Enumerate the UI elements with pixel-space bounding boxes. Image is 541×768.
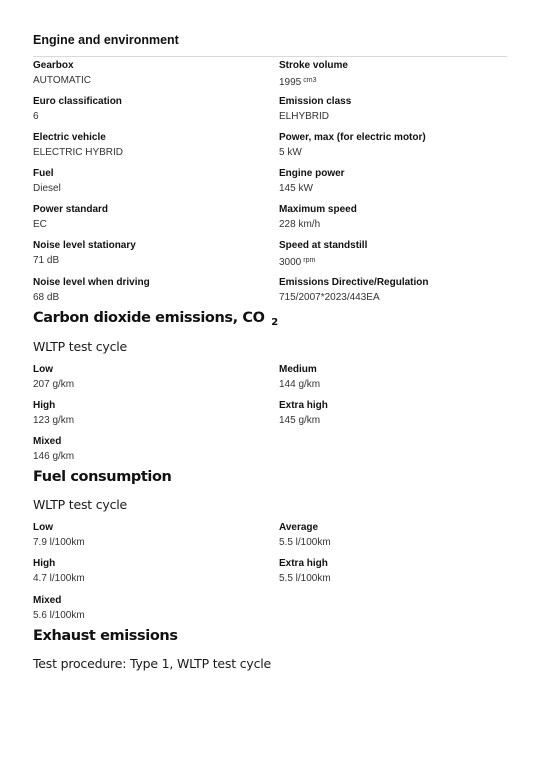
spec-value-number: 3000 [279, 257, 302, 268]
co2-mixed [33, 435, 261, 463]
spec-label: Low [33, 364, 53, 375]
spec-value: EC [33, 219, 47, 230]
spec-power-max-electric [279, 131, 507, 159]
fuel-low [33, 521, 261, 549]
spec-value: 7.9 l/100km [33, 537, 85, 548]
spec-power-standard [33, 203, 261, 231]
spec-fuel [33, 167, 261, 195]
co2-low [33, 363, 261, 391]
spec-value: 71 dB [33, 255, 60, 266]
spec-unit: rpm [303, 257, 316, 264]
fuel-mixed [33, 594, 261, 622]
spec-label: Gearbox [33, 60, 74, 71]
section-title-fuel: Fuel consumption [33, 469, 172, 485]
spec-value: 5.5 l/100km [279, 537, 331, 548]
spec-label: Electric vehicle [33, 132, 106, 143]
spec-noise-stationary [33, 239, 261, 267]
spec-stroke-volume [279, 59, 507, 89]
spec-value: 144 g/km [279, 379, 321, 390]
fuel-test-cycle: WLTP test cycle [33, 497, 128, 512]
spec-label: Average [279, 522, 319, 533]
spec-value: 207 g/km [33, 379, 75, 390]
spec-label: Power, max (for electric motor) [279, 132, 426, 143]
spec-speed-standstill [279, 239, 507, 269]
spec-label: Noise level stationary [33, 240, 136, 251]
spec-label: Emissions Directive/Regulation [279, 277, 429, 288]
section-title-text: Carbon dioxide emissions, CO [33, 310, 265, 326]
spec-unit: cm3 [303, 77, 317, 84]
fuel-extra-high [279, 557, 507, 585]
spec-label: Fuel [33, 168, 54, 179]
spec-label: Engine power [279, 168, 345, 179]
fuel-high [33, 557, 261, 585]
spec-value: 4.7 l/100km [33, 573, 85, 584]
spec-label: Extra high [279, 558, 328, 569]
spec-value: ELECTRIC HYBRID [33, 147, 124, 158]
spec-label: Stroke volume [279, 60, 348, 71]
exhaust-test-procedure: Test procedure: Type 1, WLTP test cycle [33, 656, 272, 671]
spec-value: 6 [33, 111, 39, 122]
spec-label: Euro classification [33, 96, 122, 107]
spec-value: 145 g/km [279, 415, 321, 426]
spec-value: 228 km/h [279, 219, 321, 230]
co2-medium [279, 363, 507, 391]
spec-value: 145 kW [279, 183, 313, 194]
spec-label: High [33, 558, 56, 569]
spec-euro-classification [33, 95, 261, 123]
spec-maximum-speed [279, 203, 507, 231]
spec-value [279, 254, 507, 269]
spec-label: Extra high [279, 400, 328, 411]
spec-label: Medium [279, 364, 317, 375]
co2-test-cycle: WLTP test cycle [33, 339, 128, 354]
spec-value-number: 1995 [279, 77, 302, 88]
spec-label: High [33, 400, 56, 411]
spec-label: Power standard [33, 204, 109, 215]
spec-label: Maximum speed [279, 204, 357, 215]
spec-value: 5.6 l/100km [33, 610, 85, 621]
spec-label: Mixed [33, 595, 62, 606]
section-title-co2 [33, 310, 278, 328]
spec-value: 146 g/km [33, 451, 75, 462]
spec-value: 5.5 l/100km [279, 573, 331, 584]
spec-value: 715/2007*2023/443EA [279, 292, 380, 303]
spec-label: Low [33, 522, 53, 533]
spec-value: AUTOMATIC [33, 75, 91, 86]
section-title-exhaust: Exhaust emissions [33, 628, 178, 644]
spec-engine-power [279, 167, 507, 195]
spec-value: 123 g/km [33, 415, 75, 426]
fuel-average [279, 521, 507, 549]
spec-value: 68 dB [33, 292, 60, 303]
co2-high [33, 399, 261, 427]
co2-extra-high [279, 399, 507, 427]
spec-electric-vehicle [33, 131, 261, 159]
section-divider [33, 56, 507, 57]
spec-value: 5 kW [279, 147, 302, 158]
spec-label: Mixed [33, 436, 62, 447]
spec-label: Noise level when driving [33, 277, 150, 288]
spec-emissions-directive [279, 276, 507, 304]
spec-value: ELHYBRID [279, 111, 330, 122]
section-title-engine: Engine and environment [33, 33, 179, 47]
spec-gearbox [33, 59, 261, 87]
spec-value: Diesel [33, 183, 61, 194]
section-title-subscript: 2 [271, 317, 278, 328]
spec-noise-driving [33, 276, 261, 304]
spec-label: Speed at standstill [279, 240, 368, 251]
spec-value [279, 74, 507, 89]
spec-emission-class [279, 95, 507, 123]
spec-label: Emission class [279, 96, 352, 107]
